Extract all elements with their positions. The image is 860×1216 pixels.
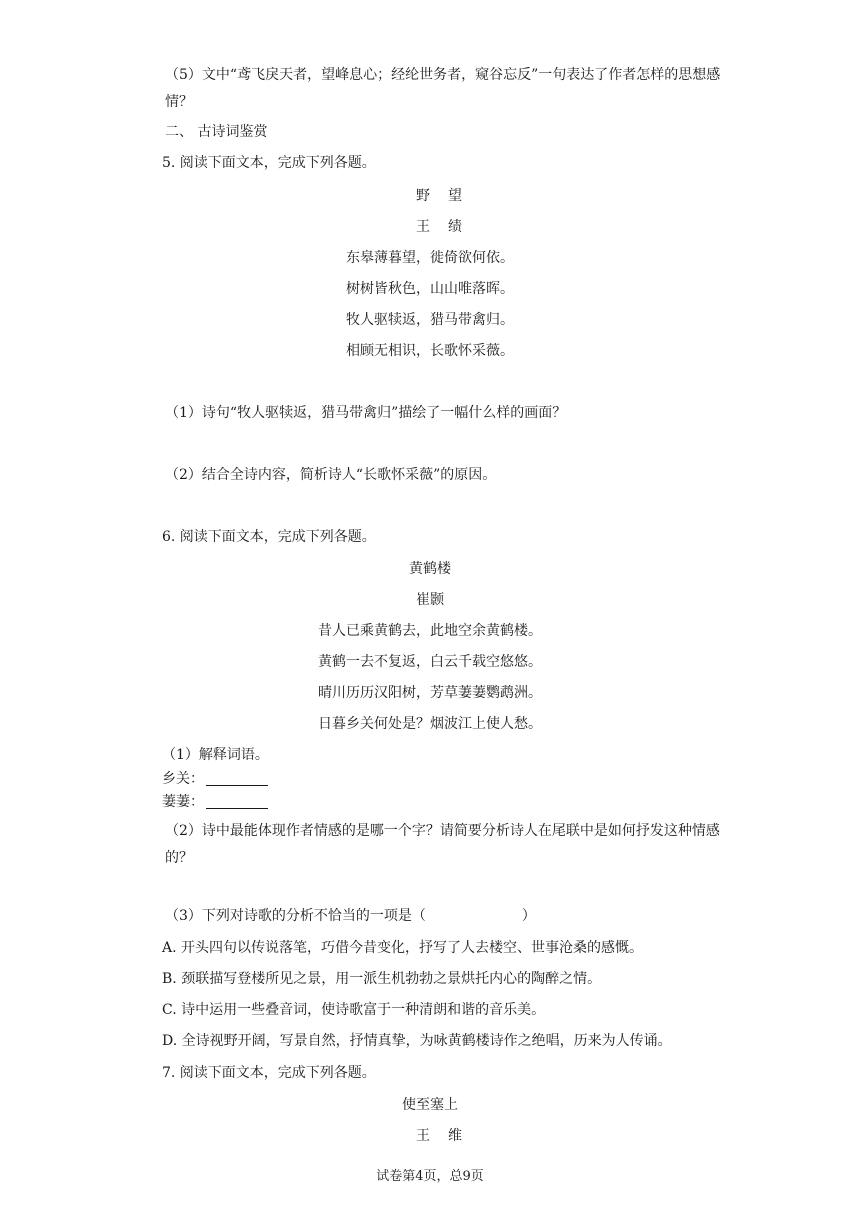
question-prompt: 6. 阅读下面文本，完成下列各题。 [162, 529, 376, 545]
section-heading: 二、 古诗词鉴赏 [165, 124, 268, 140]
option-a: A. 开头四句以传说落笔，巧借今昔变化，抒写了人去楼空、世事沧桑的感慨。 [162, 940, 644, 956]
poem-author: 崔颢 [416, 592, 444, 608]
poem-line: 黄鹤一去不复返，白云千载空悠悠。 [318, 654, 542, 670]
term-row [162, 769, 268, 789]
option-d: D. 全诗视野开阔，写景自然，抒情真挚，为咏黄鹤楼诗作之绝唱，历来为人传诵。 [162, 1033, 672, 1049]
poem-title: 野望 [416, 188, 480, 204]
question-stem: （3）下列对诗歌的分析不恰当的一项是（ [165, 908, 426, 924]
question-prompt: 5. 阅读下面文本，完成下列各题。 [162, 155, 376, 171]
question-text: （2）诗中最能体现作者情感的是哪一个字？请简要分析诗人在尾联中是如何抒发这种情感的？ [165, 823, 720, 866]
term-label: 乡关： [162, 771, 204, 787]
option-b: B. 颈联描写登楼所见之景，用一派生机勃勃之景烘托内心的陶醉之情。 [162, 971, 602, 987]
answer-blank[interactable] [206, 794, 268, 809]
poem-line: 牧人驱犊返，猎马带禽归。 [346, 312, 514, 328]
question-text [165, 906, 536, 926]
poem-author: 王维 [416, 1128, 480, 1144]
poem-title: 黄鹤楼 [409, 561, 451, 577]
question-text: （1）诗句“牧人驱犊返，猎马带禽归”描绘了一幅什么样的画面？ [165, 405, 567, 421]
question-prompt: 7. 阅读下面文本，完成下列各题。 [162, 1065, 376, 1081]
poem-author: 王绩 [416, 219, 480, 235]
term-label: 萋萋： [162, 794, 204, 810]
poem-line: 日暮乡关何处是？烟波江上使人愁。 [318, 716, 542, 732]
answer-blank[interactable] [206, 771, 268, 786]
question-text: （2）结合全诗内容，简析诗人“长歌怀采薇”的原因。 [165, 467, 497, 483]
poem-line: 晴川历历汉阳树，芳草萋萋鹦鹉洲。 [318, 685, 542, 701]
poem-line: 昔人已乘黄鹤去，此地空余黄鹤楼。 [318, 623, 542, 639]
paren-close: ） [521, 908, 536, 924]
poem-line: 相顾无相识，长歌怀采薇。 [346, 343, 514, 359]
question-text: （1）解释词语。 [162, 747, 269, 763]
poem-line: 树树皆秋色，山山唯落晖。 [346, 281, 514, 297]
page-footer: 试卷第4页，总9页 [376, 1169, 484, 1184]
option-c: C. 诗中运用一些叠音词，使诗歌富于一种清朗和谐的音乐美。 [162, 1002, 546, 1018]
question-text: （5）文中“鸢飞戾天者，望峰息心；经纶世务者，窥谷忘反”一句表达了作者怎样的思想感情？ [165, 67, 721, 110]
term-row [162, 792, 268, 812]
poem-title: 使至塞上 [402, 1097, 458, 1113]
poem-line: 东皋薄暮望，徙倚欲何依。 [346, 250, 514, 266]
